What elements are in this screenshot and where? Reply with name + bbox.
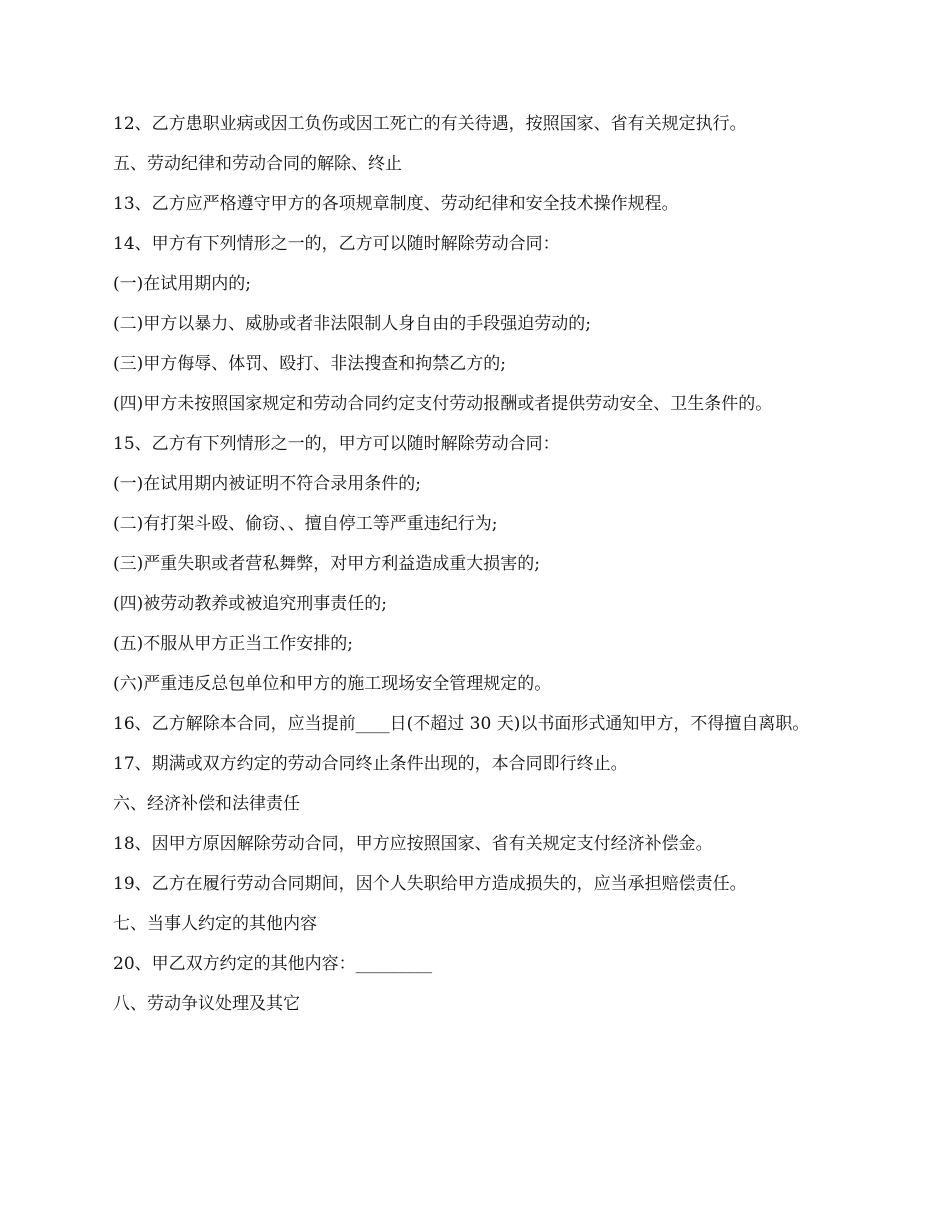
clause-14-item-3: (三)甲方侮辱、体罚、殴打、非法搜查和拘禁乙方的; (113, 354, 506, 374)
clause-18: 18、因甲方原因解除劳动合同，甲方应按照国家、省有关规定支付经济补偿金。 (113, 834, 713, 854)
section-heading-7: 七、当事人约定的其他内容 (113, 914, 317, 934)
clause-20: 20、甲乙双方约定的其他内容：_________ (113, 954, 433, 974)
clause-15-item-1: (一)在试用期内被证明不符合录用条件的; (113, 474, 421, 494)
clause-12: 12、乙方患职业病或因工负伤或因工死亡的有关待遇，按照国家、省有关规定执行。 (113, 114, 747, 134)
clause-15-item-3: (三)严重失职或者营私舞弊，对甲方利益造成重大损害的; (113, 554, 540, 574)
clause-17: 17、期满或双方约定的劳动合同终止条件出现的，本合同即行终止。 (113, 754, 628, 774)
clause-16: 16、乙方解除本合同，应当提前____日(不超过 30 天)以书面形式通知甲方，不得擅自离职。 (113, 714, 810, 734)
clause-14: 14、甲方有下列情形之一的，乙方可以随时解除劳动合同： (113, 234, 560, 254)
clause-15-item-2: (二)有打架斗殴、偷窃、、擅自停工等严重违纪行为; (113, 514, 498, 534)
clause-15-item-5: (五)不服从甲方正当工作安排的; (113, 634, 353, 654)
clause-15: 15、乙方有下列情形之一的，甲方可以随时解除劳动合同： (113, 434, 560, 454)
section-heading-5: 五、劳动纪律和劳动合同的解除、终止 (113, 154, 402, 174)
clause-14-item-1: (一)在试用期内的; (113, 274, 251, 294)
document-body (113, 112, 843, 1032)
section-heading-6: 六、经济补偿和法律责任 (113, 794, 300, 814)
clause-19: 19、乙方在履行劳动合同期间，因个人失职给甲方造成损失的，应当承担赔偿责任。 (113, 874, 747, 894)
clause-13: 13、乙方应严格遵守甲方的各项规章制度、劳动纪律和安全技术操作规程。 (113, 194, 679, 214)
clause-14-item-2: (二)甲方以暴力、威胁或者非法限制人身自由的手段强迫劳动的; (113, 314, 591, 334)
clause-14-item-4: (四)甲方未按照国家规定和劳动合同约定支付劳动报酬或者提供劳动安全、卫生条件的。 (113, 394, 773, 414)
section-heading-8: 八、劳动争议处理及其它 (113, 994, 300, 1014)
clause-15-item-4: (四)被劳动教养或被追究刑事责任的; (113, 594, 387, 614)
clause-15-item-6: (六)严重违反总包单位和甲方的施工现场安全管理规定的。 (113, 674, 552, 694)
